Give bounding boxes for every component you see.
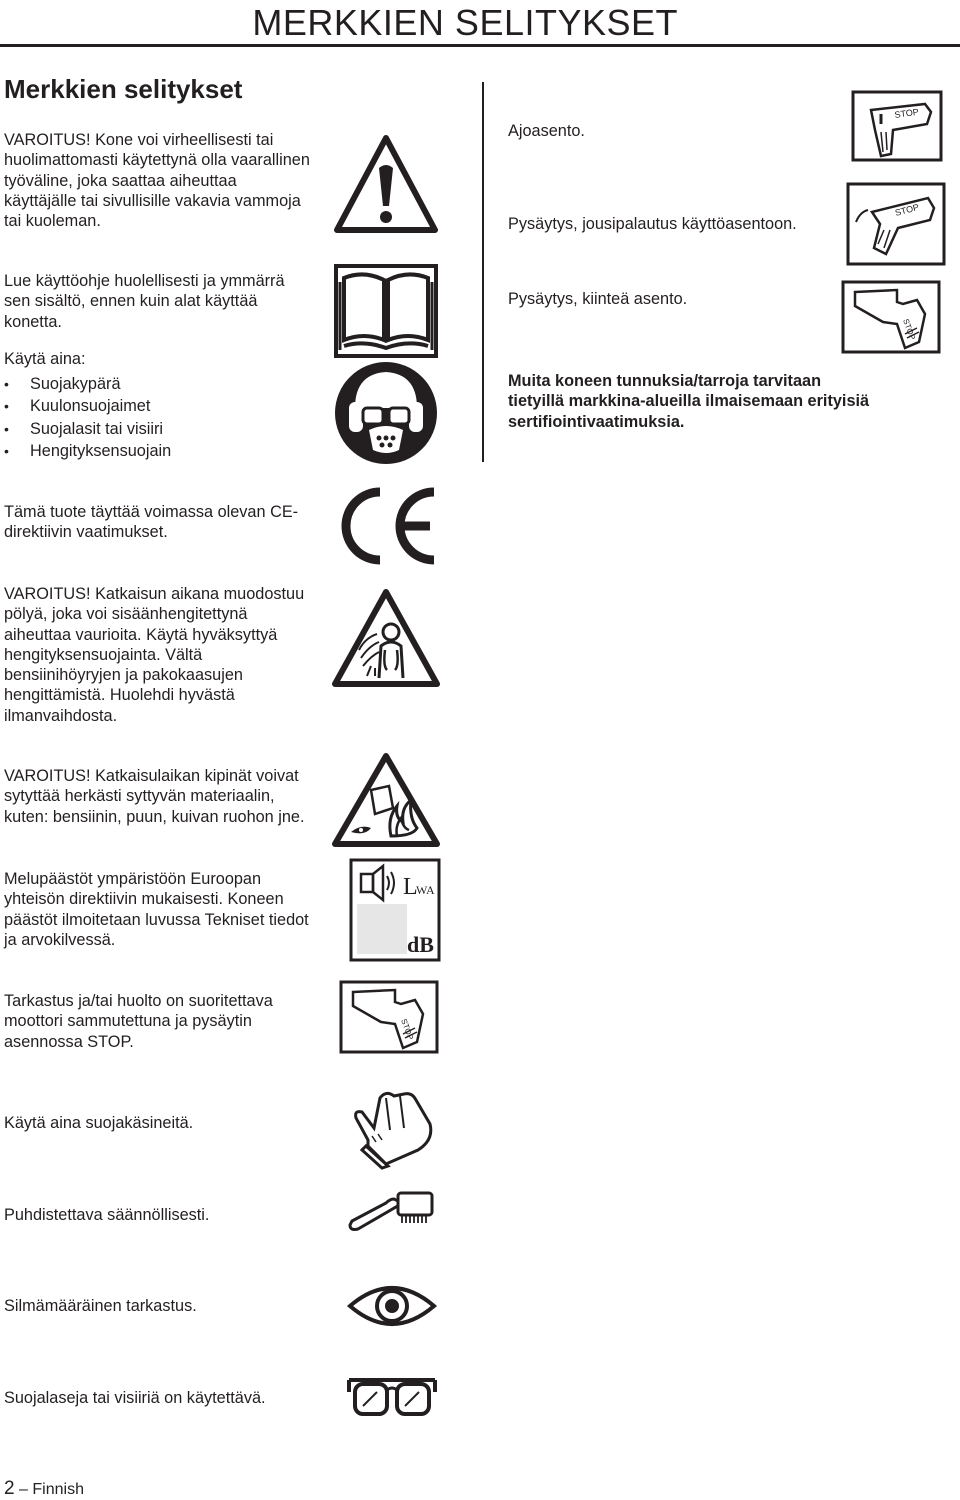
stop-label: STOP [901, 317, 917, 342]
footer-dash: – [19, 1481, 28, 1498]
manual-book-icon [334, 264, 438, 358]
lwa-label: L [403, 874, 418, 900]
goggles-text: Suojalaseja tai visiiriä on käytettävä. [4, 1389, 266, 1407]
stop-fixed-text: Pysäytys, kiinteä asento. [508, 290, 688, 308]
column-divider [482, 82, 484, 462]
other-marks-text: Muita koneen tunnuksia/tarroja tarvitaan tietyillä markkina-alueilla ilmaisemaan erityisiä sertifiointivaatimuksia. [508, 372, 870, 431]
footer-language: Finnish [32, 1481, 84, 1498]
section-title: Merkkien selitykset [4, 74, 243, 104]
sparks-fire-warning-icon [331, 752, 441, 848]
eye-icon [346, 1278, 438, 1334]
protective-equipment-icon [333, 360, 439, 466]
stop-spring-text: Pysäytys, jousipalautus käyttöasentoon. [508, 215, 797, 233]
gloves-icon [346, 1084, 438, 1168]
ce-mark-icon [334, 486, 440, 566]
page-header-title: MERKKIEN SELITYKSET [252, 2, 678, 43]
switch-run-position-icon [851, 90, 943, 162]
ce-text: Tämä tuote täyttää voimassa olevan CE- direktiivin vaatimukset. [4, 503, 299, 542]
noise-text: Melupäästöt ympäristöön Euroopan yhteisön direktiivin mukaisesti. Koneen päästöt ilmoitetaan luvussa Tekniset tiedot ja arvokilvessä. [4, 870, 309, 949]
stop-label: STOP [399, 1017, 415, 1042]
stop-label: STOP [893, 106, 920, 120]
lwa-subscript: WA [416, 883, 435, 897]
switch-stop-spring-icon [846, 182, 946, 266]
db-label: dB [407, 932, 434, 957]
ppe-list [4, 373, 171, 463]
dust-warning-icon [331, 588, 441, 688]
ppe-intro-text: Käytä aina: [4, 350, 86, 368]
warning-general-text: VAROITUS! Kone voi virheellisesti tai huolimattomasti käytettynä olla vaarallinen työväline, joka saattaa aiheuttaa käyttäjälle tai sivullisille vakavia vammoja tai kuoleman. [4, 131, 310, 231]
sparks-warning-text: VAROITUS! Katkaisulaikan kipinät voivat sytyttää herkästi syttyvän materiaalin, kuten: bensiinin, puun, kuivan ruohon jne. [4, 767, 305, 826]
header-rule [0, 44, 960, 47]
gloves-text: Käytä aina suojakäsineitä. [4, 1114, 194, 1132]
goggles-icon [343, 1372, 441, 1424]
visual-check-text: Silmämääräinen tarkastus. [4, 1297, 197, 1315]
stop-label: STOP [893, 201, 921, 218]
noise-lwa-icon [349, 858, 441, 962]
warning-triangle-icon [333, 134, 439, 234]
stop-service-text: Tarkastus ja/tai huolto on suoritettava moottori sammutettuna ja pysäytin asennossa STOP. [4, 992, 273, 1051]
clean-text: Puhdistettava säännöllisesti. [4, 1206, 210, 1224]
ppe-item: • Suojalasit tai visiiri [4, 418, 171, 440]
switch-stop-service-icon [339, 980, 439, 1054]
dust-warning-text: VAROITUS! Katkaisun aikana muodostuu pölyä, joka voi sisäänhengitettynä aiheuttaa vaurioita. Käytä hyväksyttyä hengityksensuojainta. Vältä bensiinihöyryjen ja pakokaasujen hengittämistä. Huolehdi hyvästä ilmanvaihdosta. [4, 585, 305, 725]
ppe-item: • Suojakypärä [4, 373, 171, 395]
ppe-item: • Hengityksensuojain [4, 440, 171, 462]
run-position-text: Ajoasento. [508, 122, 585, 140]
page-number: 2 [4, 1478, 15, 1499]
ppe-item: • Kuulonsuojaimet [4, 395, 171, 417]
brush-icon [346, 1187, 440, 1233]
manual-text: Lue käyttöohje huolellisesti ja ymmärrä sen sisältö, ennen kuin alat käyttää konetta. [4, 272, 285, 331]
switch-stop-fixed-icon [841, 280, 941, 354]
page-footer [4, 1478, 84, 1500]
